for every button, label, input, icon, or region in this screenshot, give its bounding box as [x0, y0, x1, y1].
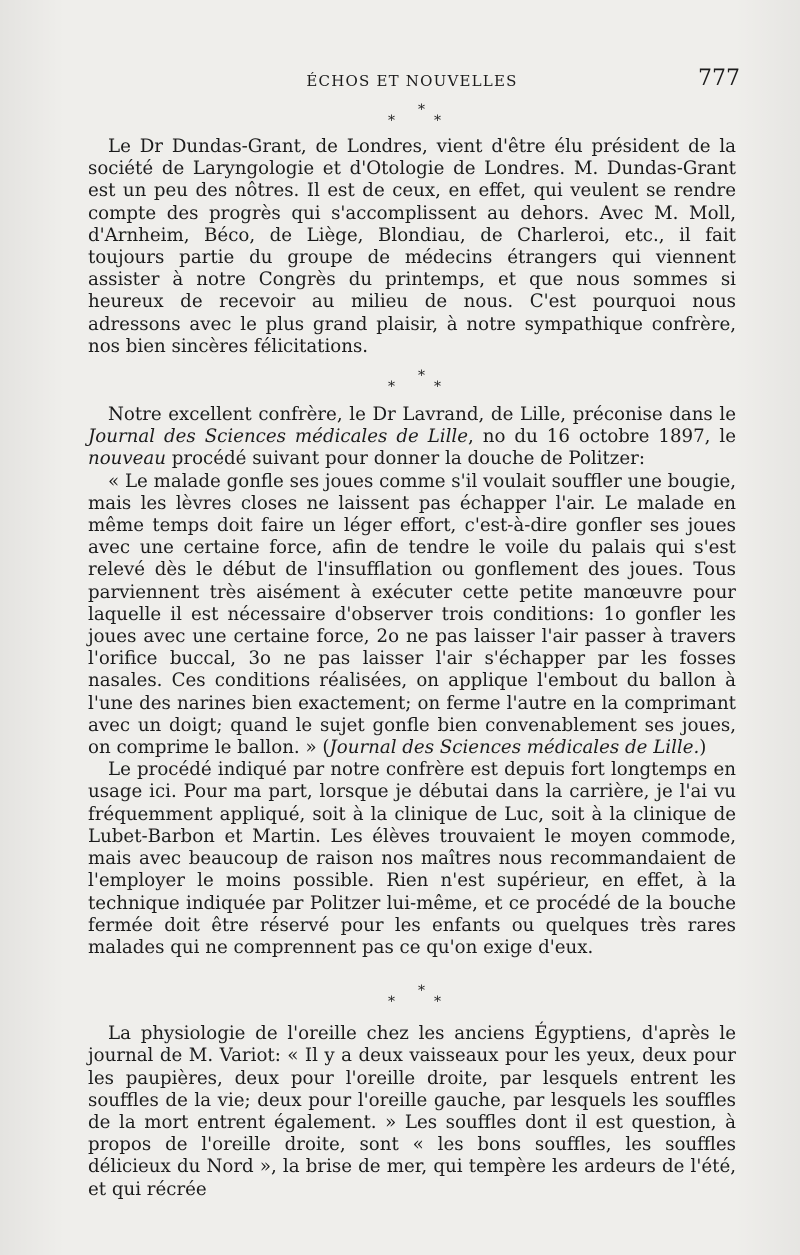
paragraph: La physiologie de l'oreille chez les anciens Égyptiens, d'après le journal de M. Variot: « Il y a deux vaisseaux pour les yeux, deux pour les paupières, deux pour l'oreille droite, par lesquels entrent les souffles de la vie; deux pour l'oreille gauche, par lesquels les souffles de la mort entrent également. » Les souffles dont il est question, à propos de l'oreille droite, sont « les bons souffles, les souffles délicieux du Nord », la brise de mer, qui tempère les ardeurs de l'été, et qui récrée [88, 1023, 736, 1200]
asterism-star: * [434, 994, 441, 1011]
paragraph-quotation [88, 471, 736, 760]
asterism-star: * [418, 368, 425, 385]
quotation-close: ) [699, 737, 707, 759]
asterism-separator-3 [88, 975, 736, 1023]
asterism-separator-1 [88, 102, 736, 136]
quotation-text: « Le malade gonfle ses joues comme s'il voulait souffler une bougie, mais les lèvres closes ne laissent pas échapper l'air. Le malade en même temps doit faire un léger effort, c'est-à-dire gonfler ses joues avec une certaine force, afin de tendre le voile du palais qui s'est relevé dès le début de l'insufflation ou gonflement des joues. Tous parviennent très aisément à exécuter cette petite manœuvre pour laquelle il est nécessaire d'observer trois conditions: 1o gonfler les joues avec une certaine force, 2o ne pas laisser l'air passer à travers l'orifice buccal, 3o ne pas laisser l'air s'échapper par les fosses nasales. Ces conditions réalisées, on applique l'embout du ballon à l'une des narines bien exactement; on ferme l'autre en la comprimant avec un doigt; quand le sujet gonfle bien convenablement ses joues, on comprime le ballon. » ( [88, 470, 736, 759]
news-item-egyptian-physiology [88, 1023, 736, 1201]
page-number: 777 [698, 66, 740, 91]
intro-text: Notre excellent confrère, le Dr Lavrand, de Lille, préconise dans le [108, 404, 736, 426]
emphasis-nouveau: nouveau [88, 448, 166, 470]
asterism-star: * [434, 113, 441, 129]
asterism-star: * [418, 102, 425, 118]
news-item-politzer-douche [88, 404, 736, 959]
paragraph-comment: Le procédé indiqué par notre confrère est depuis fort longtemps en usage ici. Pour ma part, lorsque je débutai dans la carrière, je l'ai vu fréquemment appliqué, soit à la clinique de Luc, soit à la clinique de Lubet-Barbon et Martin. Les élèves trouvaient le moyen commode, mais avec beaucoup de raison nos maîtres nous recommandaient de l'employer le moins possible. Rien n'est supérieur, en effet, à la technique indiquée par Politzer lui-même, et ce procédé de la bouche fermée doit être réservé pour les enfants ou quelques très rares malades qui ne comprennent pas ce qu'on exige d'eux. [88, 759, 736, 958]
paragraph: Le Dr Dundas-Grant, de Londres, vient d'être élu président de la société de Laryngologie et d'Otologie de Londres. M. Dundas-Grant est un peu des nôtres. Il est de ceux, en effet, qui veulent se rendre compte des progrès qui s'accomplissent au dehors. Avec M. Moll, d'Arnheim, Béco, de Liège, Blondiau, de Charleroi, etc., il fait toujours partie du groupe de médecins étrangers qui viennent assister à notre Congrès du printemps, et que nous sommes si heureux de recevoir au milieu de nous. C'est pourquoi nous adressons avec le plus grand plaisir, à notre sympathique confrère, nos bien sincères félicitations. [88, 136, 736, 357]
asterism-star: * [434, 379, 441, 396]
quotation-source: Journal des Sciences médicales de Lille. [329, 737, 700, 759]
asterism-separator-2 [88, 368, 736, 404]
asterism-star: * [418, 983, 425, 1000]
running-title: ÉCHOS ET NOUVELLES [306, 72, 518, 90]
intro-text: , no du 16 octobre 1897, le [468, 426, 736, 448]
news-item-dundas-grant [88, 136, 736, 358]
running-head [88, 62, 740, 102]
asterism-star: * [388, 113, 395, 129]
asterism-star: * [388, 379, 395, 396]
journal-title: Journal des Sciences médicales de Lille [88, 426, 469, 448]
paragraph-intro [88, 404, 736, 471]
intro-text: procédé suivant pour donner la douche de Politzer: [165, 448, 645, 470]
asterism-star: * [388, 994, 395, 1011]
